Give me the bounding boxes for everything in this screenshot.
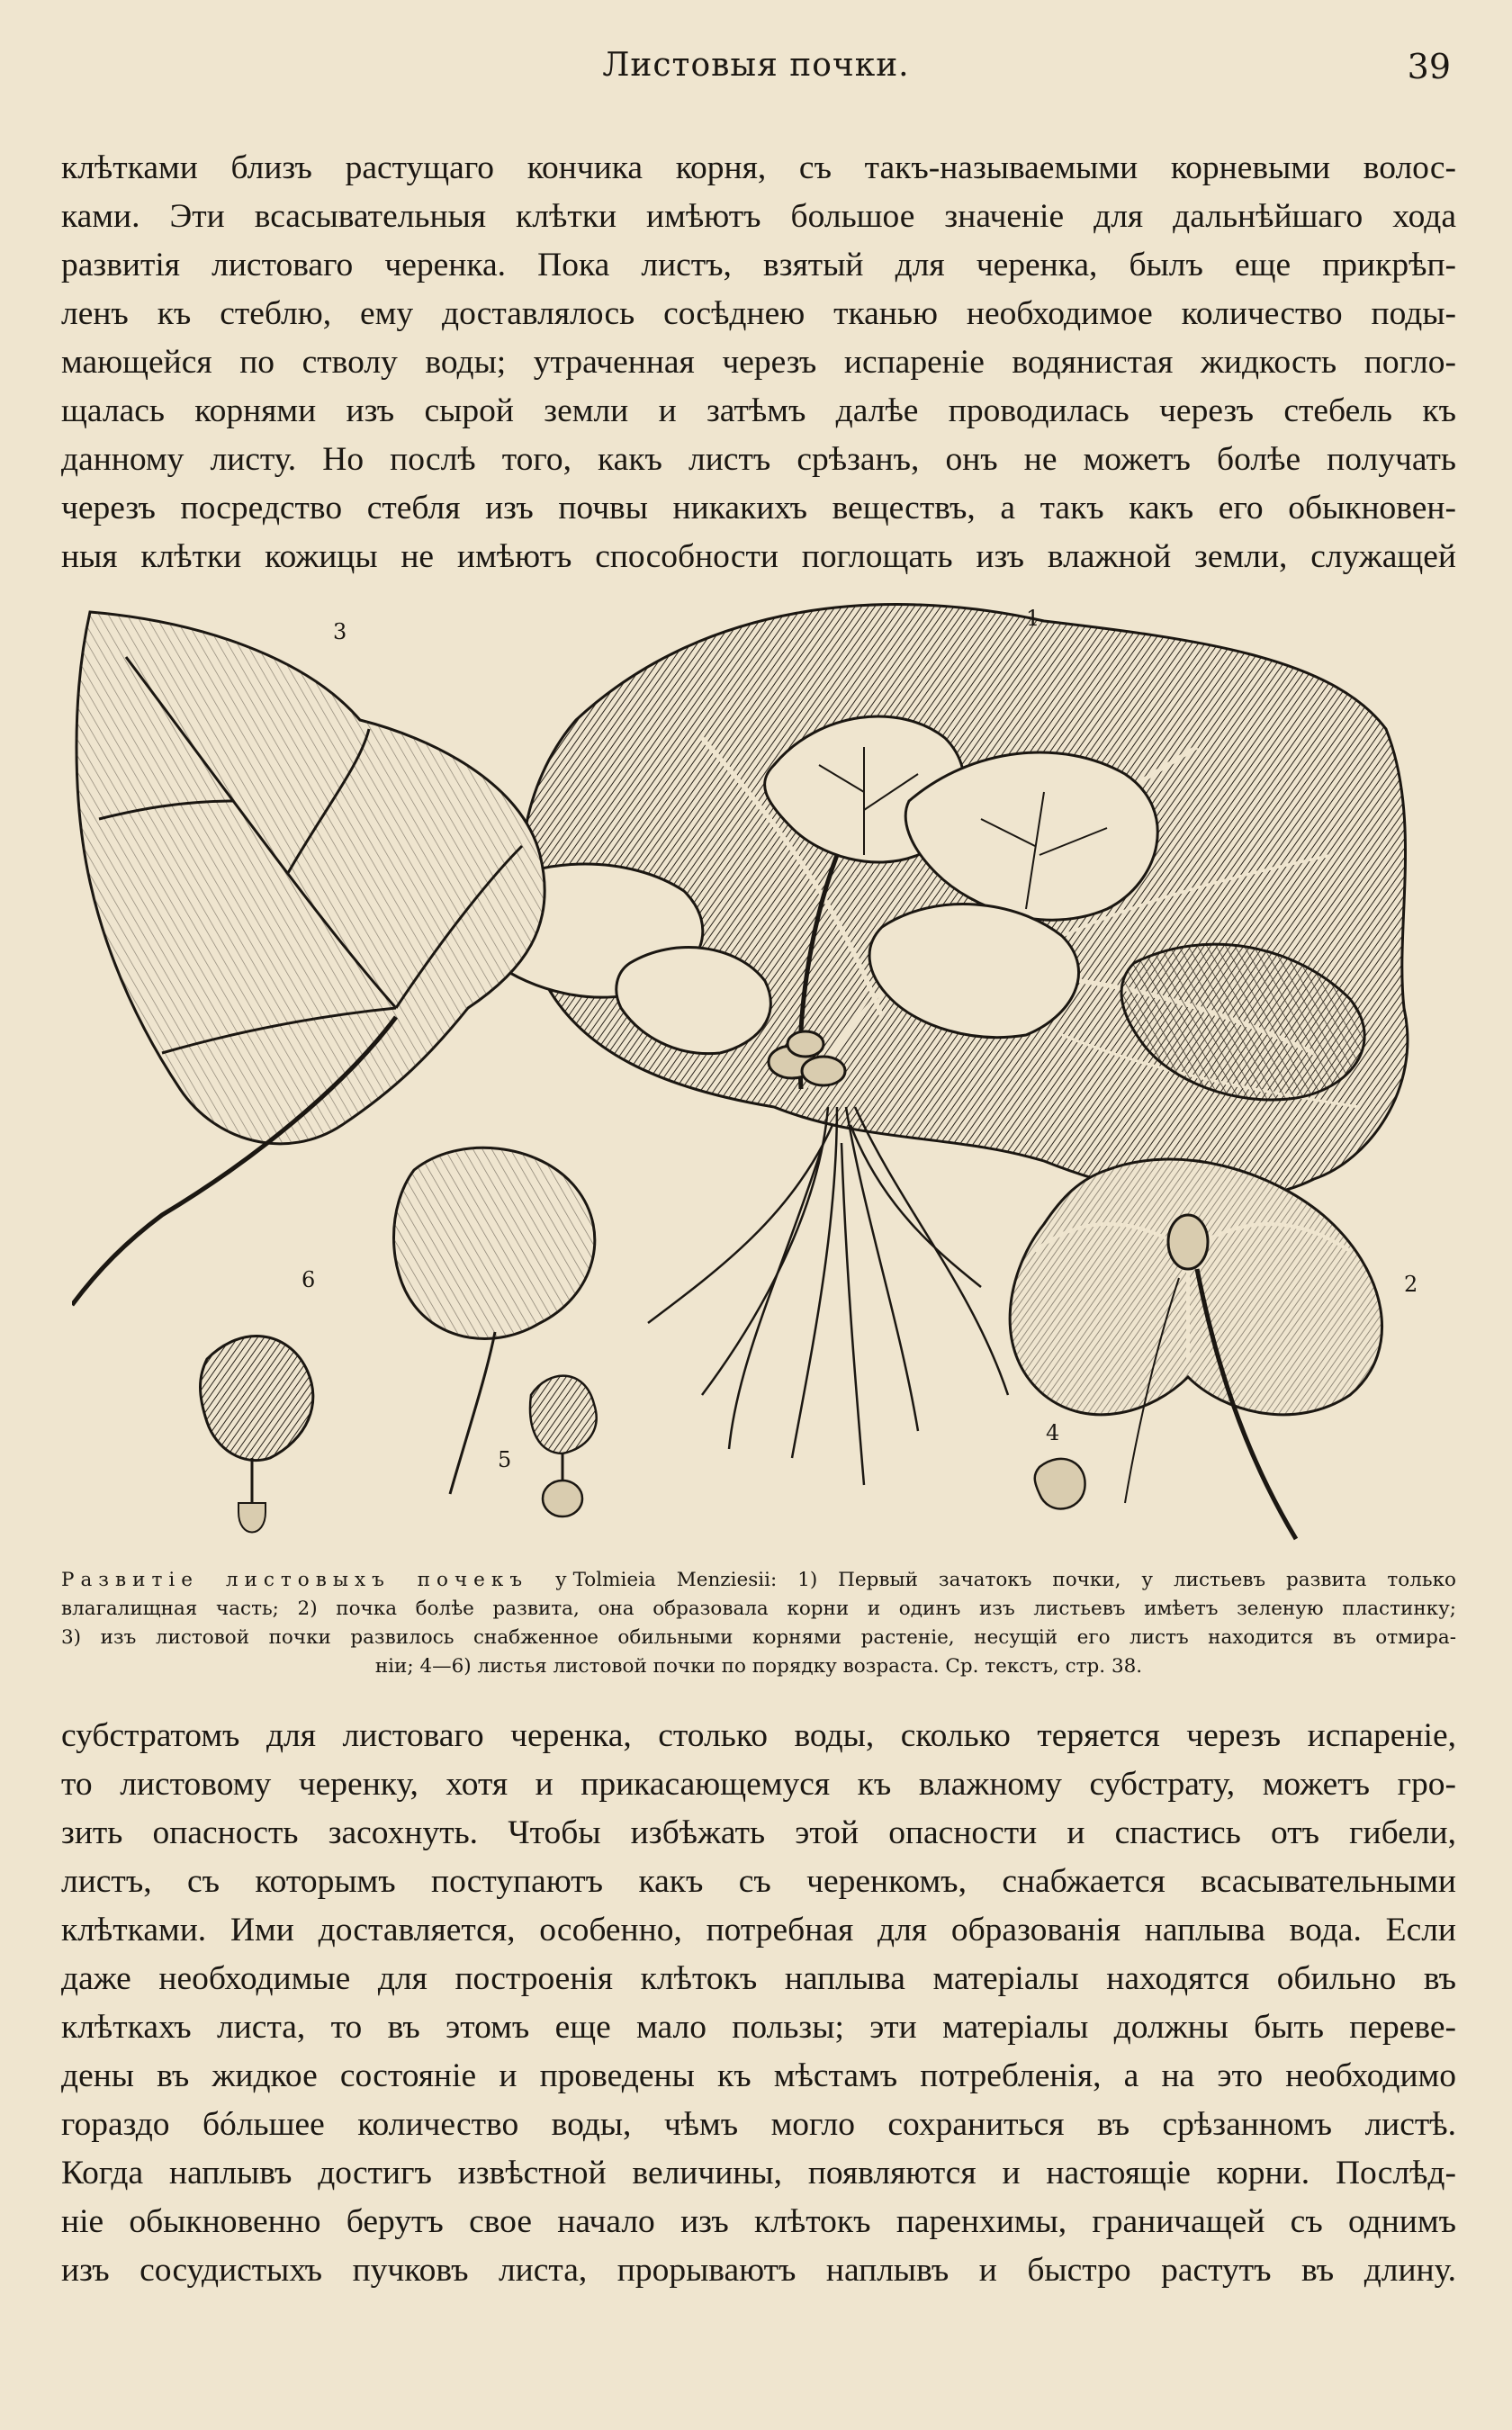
text-line: мающейся по стволу воды; утраченная черезъ испареніе водянистая жидкость погло- — [61, 344, 1456, 381]
text-block-top — [61, 144, 1456, 581]
text-line: то листовому черенку, хотя и прикасающемуся къ влажному субстрату, можетъ гро- — [61, 1766, 1456, 1803]
caption-line: влагалищная часть; 2) почка болѣе развита, она образовала корни и одинъ изъ листьевъ имѣетъ зеленую пластинку; — [61, 1598, 1456, 1620]
text-line: листъ, съ которымъ поступаютъ какъ съ черенкомъ, снабжается всасывательными — [61, 1863, 1456, 1900]
running-head — [61, 47, 1451, 92]
caption-title: Развитіе листовыхъ почекъ у — [61, 1569, 573, 1591]
text-block-bottom — [61, 1712, 1456, 2295]
botanical-illustration — [72, 585, 1458, 1557]
illustration-svg — [72, 585, 1458, 1557]
figure-label-5: 5 — [498, 1447, 512, 1472]
figure-label-1: 1 — [1026, 606, 1040, 631]
figure-label-2: 2 — [1404, 1272, 1418, 1297]
text-line: данному листу. Но послѣ того, какъ листъ срѣзанъ, онъ не можетъ болѣе получать — [61, 441, 1456, 478]
page-number: 39 — [1407, 47, 1451, 86]
text-line: ныя клѣтки кожицы не имѣютъ способности поглощать изъ влажной земли, служащей — [61, 538, 1456, 575]
figure-label-3: 3 — [333, 619, 347, 644]
text-line: клѣткахъ листа, то въ этомъ еще мало пользы; эти матеріалы должны быть переве- — [61, 2009, 1456, 2046]
text-line: ленъ къ стеблю, ему доставлялось сосѣднею тканью необходимое количество поды- — [61, 295, 1456, 332]
plant-roots — [648, 1107, 1008, 1485]
caption-line: ніи; 4—6) листья листовой почки по порядку возраста. Ср. текстъ, стр. 38. — [374, 1655, 1143, 1678]
text-line: клѣтками близъ растущаго кончика корня, съ такъ-называемыми корневыми волос- — [61, 149, 1456, 186]
text-line: даже необходимые для построенія клѣтокъ наплыва матеріалы находятся обильно въ — [61, 1960, 1456, 1997]
caption-line — [61, 1566, 1456, 1595]
text-line: черезъ посредство стебля изъ почвы никакихъ веществъ, а такъ какъ его обыкновен- — [61, 490, 1456, 526]
text-line: щалась корнями изъ сырой земли и затѣмъ далѣе проводилась черезъ стебель къ — [61, 392, 1456, 429]
text-line: изъ сосудистыхъ пучковъ листа, прорываютъ наплывъ и быстро растутъ въ длину. — [61, 2252, 1456, 2289]
text-line: гораздо бóльшее количество воды, чѣмъ могло сохраниться въ срѣзанномъ листѣ. — [61, 2106, 1456, 2143]
leaf-6-small — [201, 1336, 313, 1533]
text-line: развитія листоваго черенка. Пока листъ, взятый для черенка, былъ еще прикрѣп- — [61, 247, 1456, 284]
text-line: ніе обыкновенно берутъ свое начало изъ клѣтокъ паренхимы, граничащей съ однимъ — [61, 2203, 1456, 2240]
text-line: ками. Эти всасывательныя клѣтки имѣютъ большое значеніе для дальнѣйшаго хода — [61, 198, 1456, 235]
bud-4 — [1035, 1459, 1085, 1509]
text-line: зить опасность засохнуть. Чтобы избѣжать этой опасности и спастись отъ гибели, — [61, 1814, 1456, 1851]
text-line: дены въ жидкое состояніе и проведены къ мѣстамъ потребленія, а на это необходимо — [61, 2057, 1456, 2094]
caption-line1-rest: : 1) Первый зачатокъ почки, у листьевъ развита только — [770, 1569, 1456, 1591]
running-title: Листовыя почки. — [602, 47, 910, 84]
figure-label-6: 6 — [302, 1267, 316, 1292]
caption-species: Tolmieia Menziesii — [572, 1569, 771, 1591]
caption-line: 3) изъ листовой почки развилось снабженное обильными корнями растеніе, несущій его листъ находится въ отмира- — [61, 1626, 1456, 1649]
text-line: субстратомъ для листоваго черенка, столько воды, сколько теряется черезъ испареніе, — [61, 1717, 1456, 1754]
leaf-5-small — [530, 1376, 597, 1516]
figure-label-4: 4 — [1046, 1420, 1060, 1445]
text-line: клѣтками. Ими доставляется, особенно, потребная для образованія наплыва вода. Если — [61, 1912, 1456, 1948]
text-line: Когда наплывъ достигъ извѣстной величины, появляются и настоящіе корни. Послѣд- — [61, 2155, 1456, 2192]
figure-caption — [61, 1566, 1456, 1681]
